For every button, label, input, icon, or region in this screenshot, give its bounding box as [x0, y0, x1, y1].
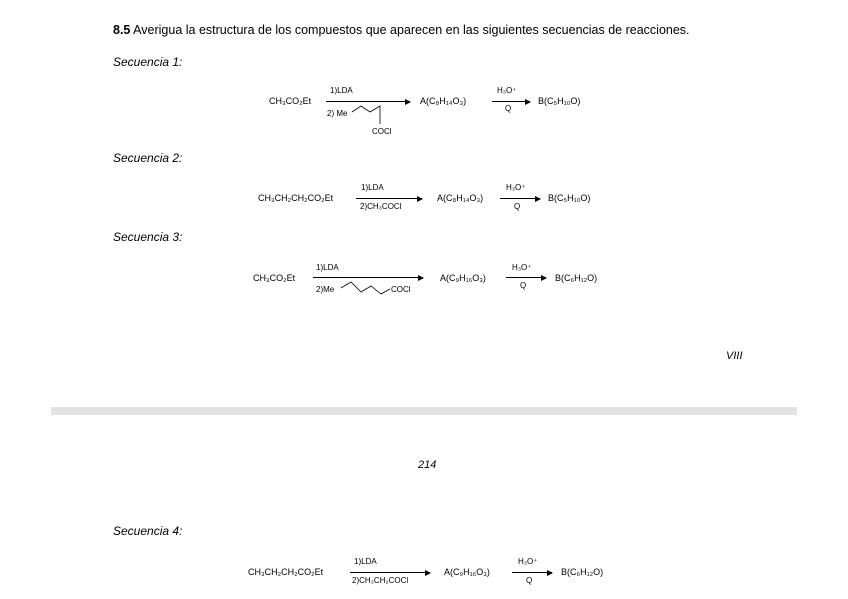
sequence-3-step1-bottom: 2)Me [316, 285, 335, 294]
problem-text: Averigua la estructura de los compuestos que aparecen en las siguientes secuencias de reacciones. [130, 23, 690, 37]
sequence-3-step1-top: 1)LDA [316, 263, 339, 272]
sequence-3-step2-top: H₃O⁺ [512, 263, 532, 272]
sequence-2-arrow-1 [356, 198, 422, 199]
sequence-4-step1-top: 1)LDA [354, 557, 377, 566]
sequence-1-step2-top: H₃O⁺ [497, 86, 517, 95]
sequence-2-step2-bottom: Q [514, 202, 521, 211]
sequence-2-label: Secuencia 2: [113, 151, 183, 165]
sequence-1-arrow-1 [326, 101, 410, 102]
sequence-3-product-b: B(C₆H₁₂O) [555, 273, 598, 283]
sequence-1-reagent-acyl: COCl [372, 127, 392, 136]
sequence-4-step2-bottom: Q [526, 576, 533, 585]
sequence-3-arrow-2 [506, 277, 546, 278]
sequence-4-label: Secuencia 4: [113, 524, 183, 538]
sequence-1-label: Secuencia 1: [113, 55, 183, 69]
sequence-3-reagent-acyl: COCl [391, 285, 411, 294]
sequence-4-step2-top: H₃O⁺ [518, 557, 538, 566]
page-number: 214 [418, 459, 437, 471]
sequence-2-step2-top: H₃O⁺ [506, 183, 526, 192]
sequence-3-label: Secuencia 3: [113, 230, 183, 244]
sequence-1-reactant: CH₃CO₂Et [269, 96, 312, 106]
chapter-roman-numeral: VIII [726, 350, 743, 362]
sequence-1-step1-bottom: 2) Me [327, 109, 348, 118]
sequence-1-reagent-skeleton [352, 106, 382, 128]
sequence-4-reactant: CH₃CH₂CH₂CO₂Et [248, 567, 324, 577]
problem-statement [113, 23, 690, 37]
sequence-1-step2-bottom: Q [505, 104, 512, 113]
sequence-3-step2-bottom: Q [520, 281, 527, 290]
sequence-3-reactant: CH₃CO₂Et [253, 273, 296, 283]
page-separator [51, 407, 797, 415]
sequence-1-arrow-2 [492, 101, 530, 102]
sequence-3-product-a: A(C₉H₁₆O₃) [440, 273, 486, 283]
sequence-1-product-a: A(C₈H₁₄O₃) [420, 96, 467, 106]
sequence-3-reagent-skeleton [341, 282, 391, 296]
sequence-4-arrow-1 [350, 572, 430, 573]
sequence-2-reactant: CH₃CH₂CH₂CO₂Et [258, 193, 334, 203]
sequence-4-step1-bottom: 2)CH₃CH₂COCl [352, 576, 409, 585]
sequence-4-product-a: A(C₉H₁₆O₃) [444, 567, 490, 577]
sequence-4-product-b: B(C₆H₁₂O) [561, 567, 604, 577]
sequence-2-product-a: A(C₈H₁₄O₃) [437, 193, 484, 203]
sequence-1-product-b: B(C₅H₁₀O) [538, 96, 581, 106]
sequence-1-step1-top: 1)LDA [330, 86, 353, 95]
sequence-2-step1-top: 1)LDA [361, 183, 384, 192]
sequence-2-arrow-2 [500, 198, 540, 199]
sequence-2-product-b: B(C₅H₁₀O) [548, 193, 591, 203]
sequence-3-arrow-1 [313, 277, 423, 278]
sequence-2-step1-bottom: 2)CH₃COCl [360, 202, 402, 211]
sequence-4-arrow-2 [512, 572, 552, 573]
problem-number: 8.5 [113, 23, 131, 37]
